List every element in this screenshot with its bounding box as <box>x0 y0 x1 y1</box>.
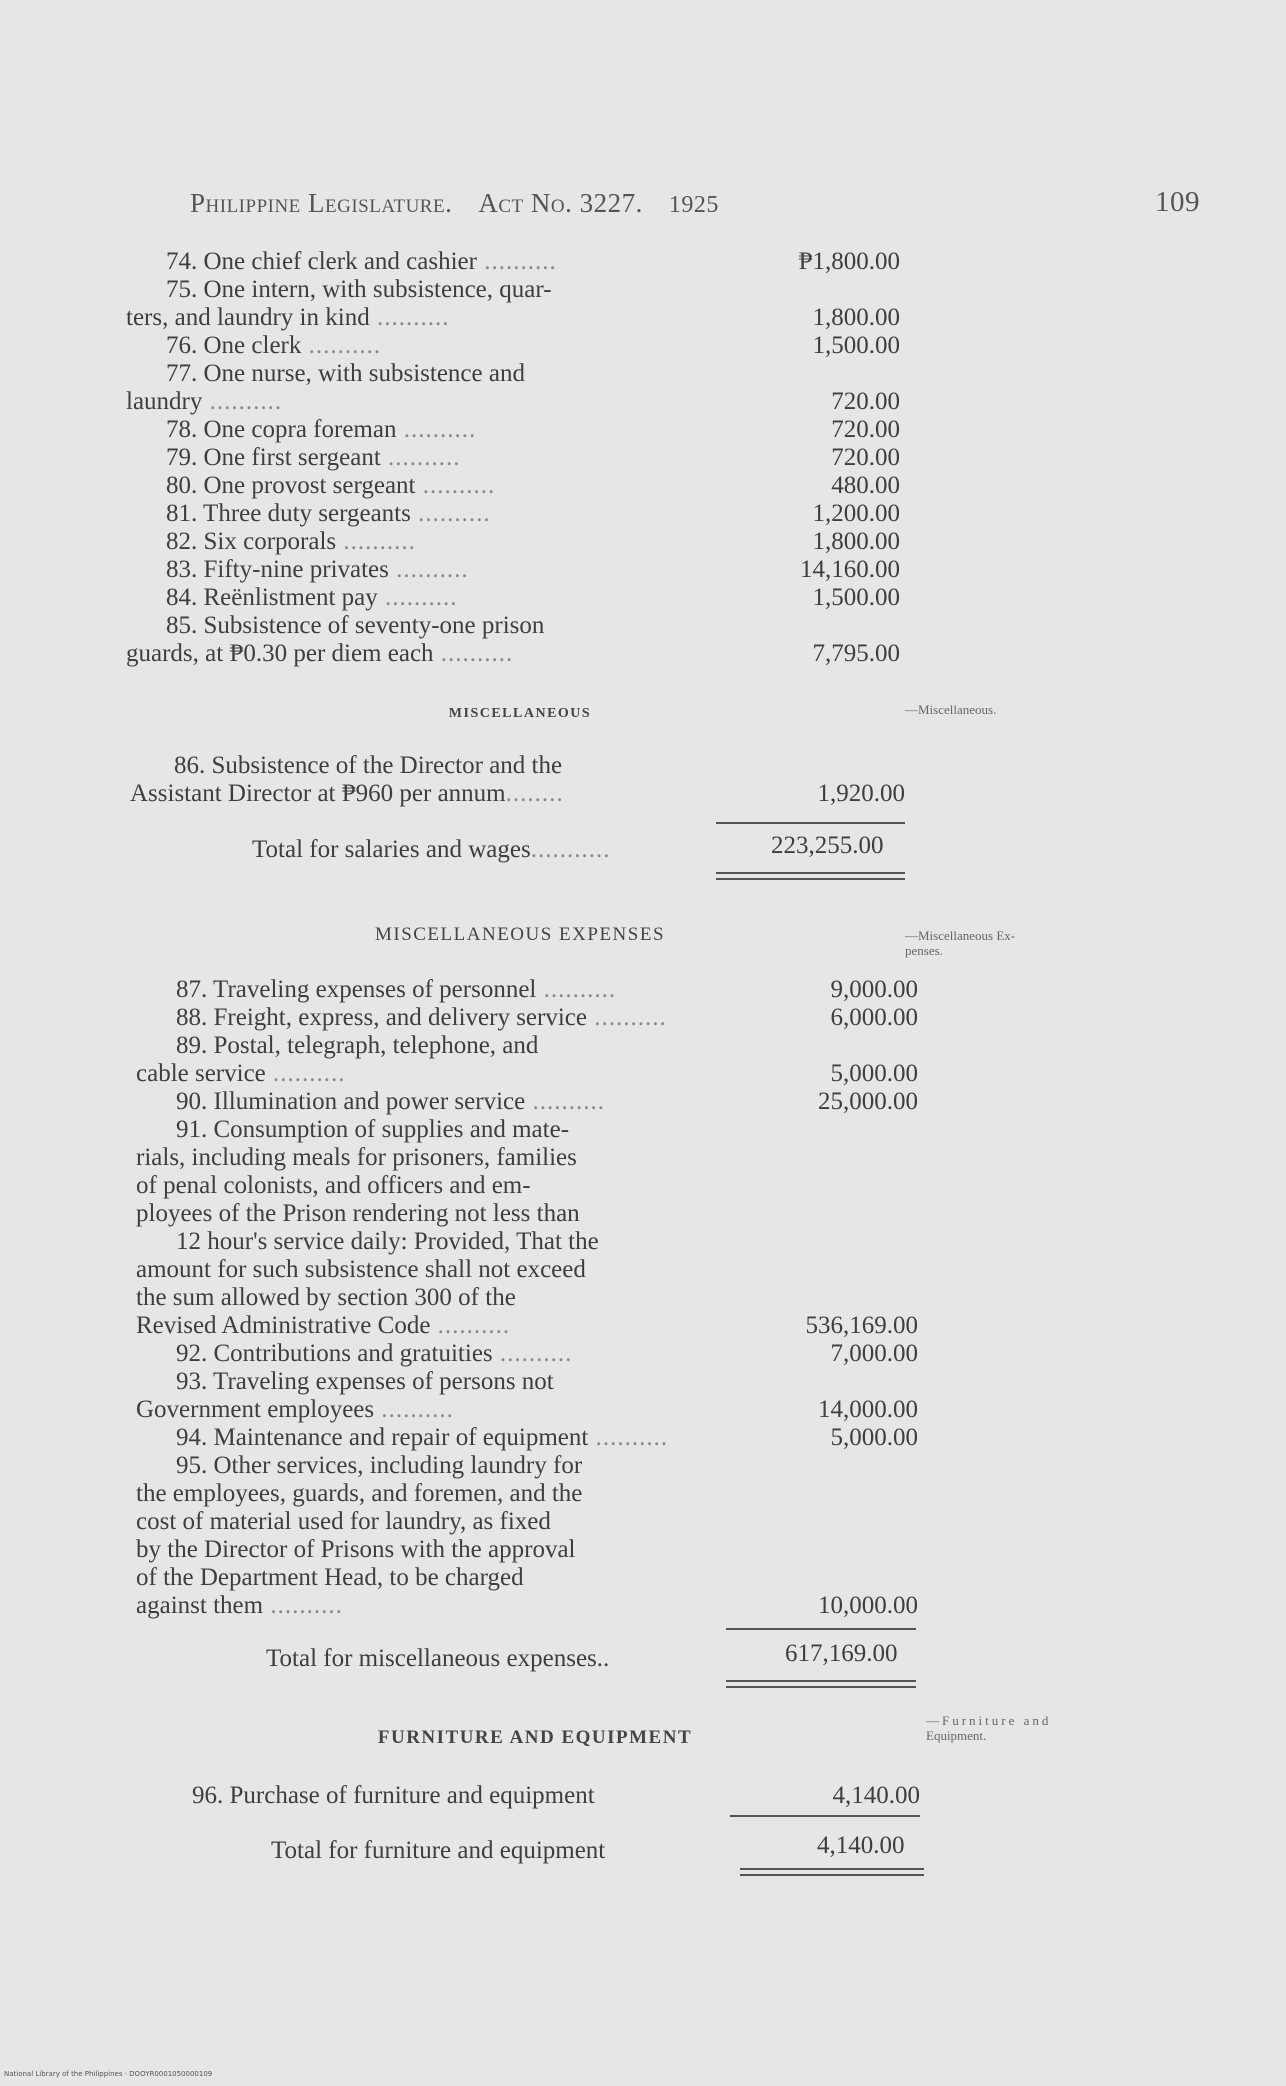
misc-item-row: 92. Contributions and gratuities .......... 7,000.00 <box>176 1340 918 1367</box>
misc-item-text: 88. Freight, express, and delivery service <box>176 1004 587 1031</box>
misc-item-row <box>136 1256 918 1284</box>
total-misc-amount: 617,169.00 <box>785 1640 898 1667</box>
item-86: 86. Subsistence of the Director and the Assistant Director at ₱960 per annum........ 1,920.00 <box>130 752 905 807</box>
salary-text: 80. One provost sergeant <box>166 472 416 499</box>
misc-item-row <box>136 1480 918 1508</box>
furniture-double-rule <box>740 1868 924 1876</box>
misc-item-amount: 10,000.00 <box>818 1592 918 1619</box>
misc-item-text: amount for such subsistence shall not exceed <box>136 1256 586 1283</box>
misc-item-row: cable service .......... 5,000.00 <box>136 1060 918 1087</box>
salary-amount: ₱1,800.00 <box>798 248 900 275</box>
header-title: Philippine Legislature. <box>190 188 453 218</box>
salary-amount: 1,500.00 <box>812 584 900 611</box>
misc-item-text: 91. Consumption of supplies and mate- <box>176 1116 570 1143</box>
misc-item-row: against them .......... 10,000.00 <box>136 1592 918 1619</box>
misc-item-row <box>136 1116 918 1144</box>
subtotal-rule <box>716 822 905 824</box>
header-act: Act No. 3227. <box>478 188 643 218</box>
margin-note-misc-expenses: —Miscellaneous Ex- penses. <box>905 928 1016 958</box>
misc-item-amount: 5,000.00 <box>830 1060 918 1087</box>
misc-item-text: 90. Illumination and power service <box>176 1088 526 1115</box>
misc-item-text: Government employees <box>136 1396 375 1423</box>
misc-item-row <box>136 1564 918 1592</box>
misc-item-text: cable service <box>136 1060 266 1087</box>
misc-item-amount: 7,000.00 <box>830 1340 918 1367</box>
scan-footer: National Library of the Philippines · DOOYR0001050000109 <box>4 2070 213 2078</box>
item-96 <box>192 1782 920 1810</box>
misc-item-text: rials, including meals for prisoners, families <box>136 1144 577 1171</box>
salary-text: 78. One copra foreman <box>166 416 397 443</box>
total-double-rule <box>716 872 905 880</box>
misc-item-text: of the Department Head, to be charged <box>136 1564 524 1591</box>
salary-text: 79. One first sergeant <box>166 444 381 471</box>
misc-item-row <box>136 1228 918 1256</box>
misc-item-row: Revised Administrative Code .......... 536,169.00 <box>136 1312 918 1339</box>
total-salaries-amount: 223,255.00 <box>771 832 884 859</box>
salaries-list <box>126 248 900 668</box>
salary-row: guards, at ₱0.30 per diem each .......... 7,795.00 <box>126 640 900 667</box>
salary-text: ters, and laundry in kind <box>126 304 370 331</box>
misc-item-amount: 9,000.00 <box>830 976 918 1003</box>
misc-item-text: the employees, guards, and foremen, and the <box>136 1480 583 1507</box>
misc-item-row: 88. Freight, express, and delivery service .......... 6,000.00 <box>176 1004 918 1031</box>
salary-amount: 14,160.00 <box>800 556 900 583</box>
salary-text: guards, at ₱0.30 per diem each <box>126 640 434 667</box>
misc-item-amount: 6,000.00 <box>830 1004 918 1031</box>
salary-row <box>126 276 900 304</box>
total-furniture-amount: 4,140.00 <box>817 1832 905 1859</box>
misc-item-row <box>136 1144 918 1172</box>
salary-row <box>126 360 900 388</box>
misc-item-text: cost of material used for laundry, as fixed <box>136 1508 551 1535</box>
section-title-miscellaneous: MISCELLANEOUS <box>448 706 592 721</box>
misc-item-row: 94. Maintenance and repair of equipment .......... 5,000.00 <box>176 1424 918 1451</box>
misc-item-text: against them <box>136 1592 264 1619</box>
salary-text: 74. One chief clerk and cashier <box>166 248 477 275</box>
misc-item-text: 95. Other services, including laundry for <box>176 1452 583 1479</box>
misc-item-text: 94. Maintenance and repair of equipment <box>176 1424 589 1451</box>
salary-amount: 720.00 <box>831 416 900 443</box>
item-96-amount: 4,140.00 <box>832 1782 920 1809</box>
misc-item-amount: 25,000.00 <box>818 1088 918 1115</box>
salary-row <box>126 612 900 640</box>
misc-item-text: 12 hour's service daily: Provided, That the <box>176 1228 599 1255</box>
misc-item-row <box>136 1452 918 1480</box>
misc-item-row <box>136 1032 918 1060</box>
total-salaries-label: Total for salaries and wages........... <box>252 836 611 863</box>
salary-row: 74. One chief clerk and cashier .......... ₱1,800.00 <box>166 248 900 275</box>
misc-item-text: Revised Administrative Code <box>136 1312 431 1339</box>
item-86-line1: 86. Subsistence of the Director and the <box>174 752 563 779</box>
item-86-line2: Assistant Director at ₱960 per annum <box>130 780 506 807</box>
misc-item-text: 92. Contributions and gratuities <box>176 1340 493 1367</box>
misc-item-row <box>136 1508 918 1536</box>
misc-item-row <box>136 1368 918 1396</box>
misc-item-row: 87. Traveling expenses of personnel .......... 9,000.00 <box>176 976 918 1003</box>
margin-note-furniture: —Furniture and Equipment. <box>926 1713 1052 1743</box>
misc-item-amount: 5,000.00 <box>830 1424 918 1451</box>
salary-row: 84. Reënlistment pay .......... 1,500.00 <box>166 584 900 611</box>
misc-double-rule <box>726 1680 916 1688</box>
salary-row: 83. Fifty-nine privates .......... 14,160.00 <box>166 556 900 583</box>
misc-item-row: 90. Illumination and power service .......... 25,000.00 <box>176 1088 918 1115</box>
misc-item-row: Government employees .......... 14,000.00 <box>136 1396 918 1423</box>
salary-text: 81. Three duty sergeants <box>166 500 411 527</box>
misc-item-row <box>136 1284 918 1312</box>
total-misc-label: Total for miscellaneous expenses.. <box>266 1645 610 1672</box>
salary-row: laundry .......... 720.00 <box>126 388 900 415</box>
furniture-subtotal-rule <box>730 1815 920 1817</box>
misc-item-row <box>136 1200 918 1228</box>
salary-text: 76. One clerk <box>166 332 302 359</box>
misc-item-row <box>136 1172 918 1200</box>
misc-item-text: of penal colonists, and officers and em- <box>136 1172 531 1199</box>
salary-row: ters, and laundry in kind .......... 1,800.00 <box>126 304 900 331</box>
salary-amount: 1,800.00 <box>812 528 900 555</box>
salary-text: 75. One intern, with subsistence, quar- <box>166 276 552 303</box>
salary-amount: 1,800.00 <box>812 304 900 331</box>
section-title-furniture: FURNITURE AND EQUIPMENT <box>377 1727 693 1748</box>
salary-amount: 480.00 <box>831 472 900 499</box>
header-year: 1925 <box>668 192 719 218</box>
salary-row: 82. Six corporals .......... 1,800.00 <box>166 528 900 555</box>
item-96-text: 96. Purchase of furniture and equipment <box>192 1782 595 1809</box>
misc-subtotal-rule <box>726 1628 916 1630</box>
salary-text: 85. Subsistence of seventy-one prison <box>166 612 545 639</box>
salary-row: 79. One first sergeant .......... 720.00 <box>166 444 900 471</box>
total-furniture-label: Total for furniture and equipment <box>271 1837 606 1864</box>
item-86-amount: 1,920.00 <box>817 780 905 807</box>
page-header <box>190 188 1200 219</box>
salary-amount: 1,200.00 <box>812 500 900 527</box>
salary-row: 76. One clerk .......... 1,500.00 <box>166 332 900 359</box>
margin-note-miscellaneous: —Miscellaneous. <box>905 702 997 717</box>
salary-amount: 1,500.00 <box>812 332 900 359</box>
salary-row: 81. Three duty sergeants .......... 1,200.00 <box>166 500 900 527</box>
misc-item-text: 89. Postal, telegraph, telephone, and <box>176 1032 539 1059</box>
salary-amount: 720.00 <box>831 388 900 415</box>
salary-text: 82. Six corporals <box>166 528 337 555</box>
misc-item-amount: 14,000.00 <box>818 1396 918 1423</box>
salary-row: 80. One provost sergeant .......... 480.00 <box>166 472 900 499</box>
salary-row: 78. One copra foreman .......... 720.00 <box>166 416 900 443</box>
salary-text: 84. Reënlistment pay <box>166 584 378 611</box>
misc-item-text: by the Director of Prisons with the approval <box>136 1536 576 1563</box>
salary-amount: 720.00 <box>831 444 900 471</box>
page-number: 109 <box>1155 186 1200 218</box>
misc-item-amount: 536,169.00 <box>805 1312 918 1339</box>
misc-item-text: 93. Traveling expenses of persons not <box>176 1368 554 1395</box>
misc-item-row <box>136 1536 918 1564</box>
salary-text: 83. Fifty-nine privates <box>166 556 389 583</box>
salary-text: laundry <box>126 388 203 415</box>
salary-amount: 7,795.00 <box>812 640 900 667</box>
section-title-misc-expenses: MISCELLANEOUS EXPENSES <box>374 924 666 945</box>
misc-item-text: the sum allowed by section 300 of the <box>136 1284 516 1311</box>
misc-item-text: ployees of the Prison rendering not less than <box>136 1200 580 1227</box>
misc-expenses-list <box>136 976 918 1620</box>
misc-item-text: 87. Traveling expenses of personnel <box>176 976 537 1003</box>
salary-text: 77. One nurse, with subsistence and <box>166 360 525 387</box>
